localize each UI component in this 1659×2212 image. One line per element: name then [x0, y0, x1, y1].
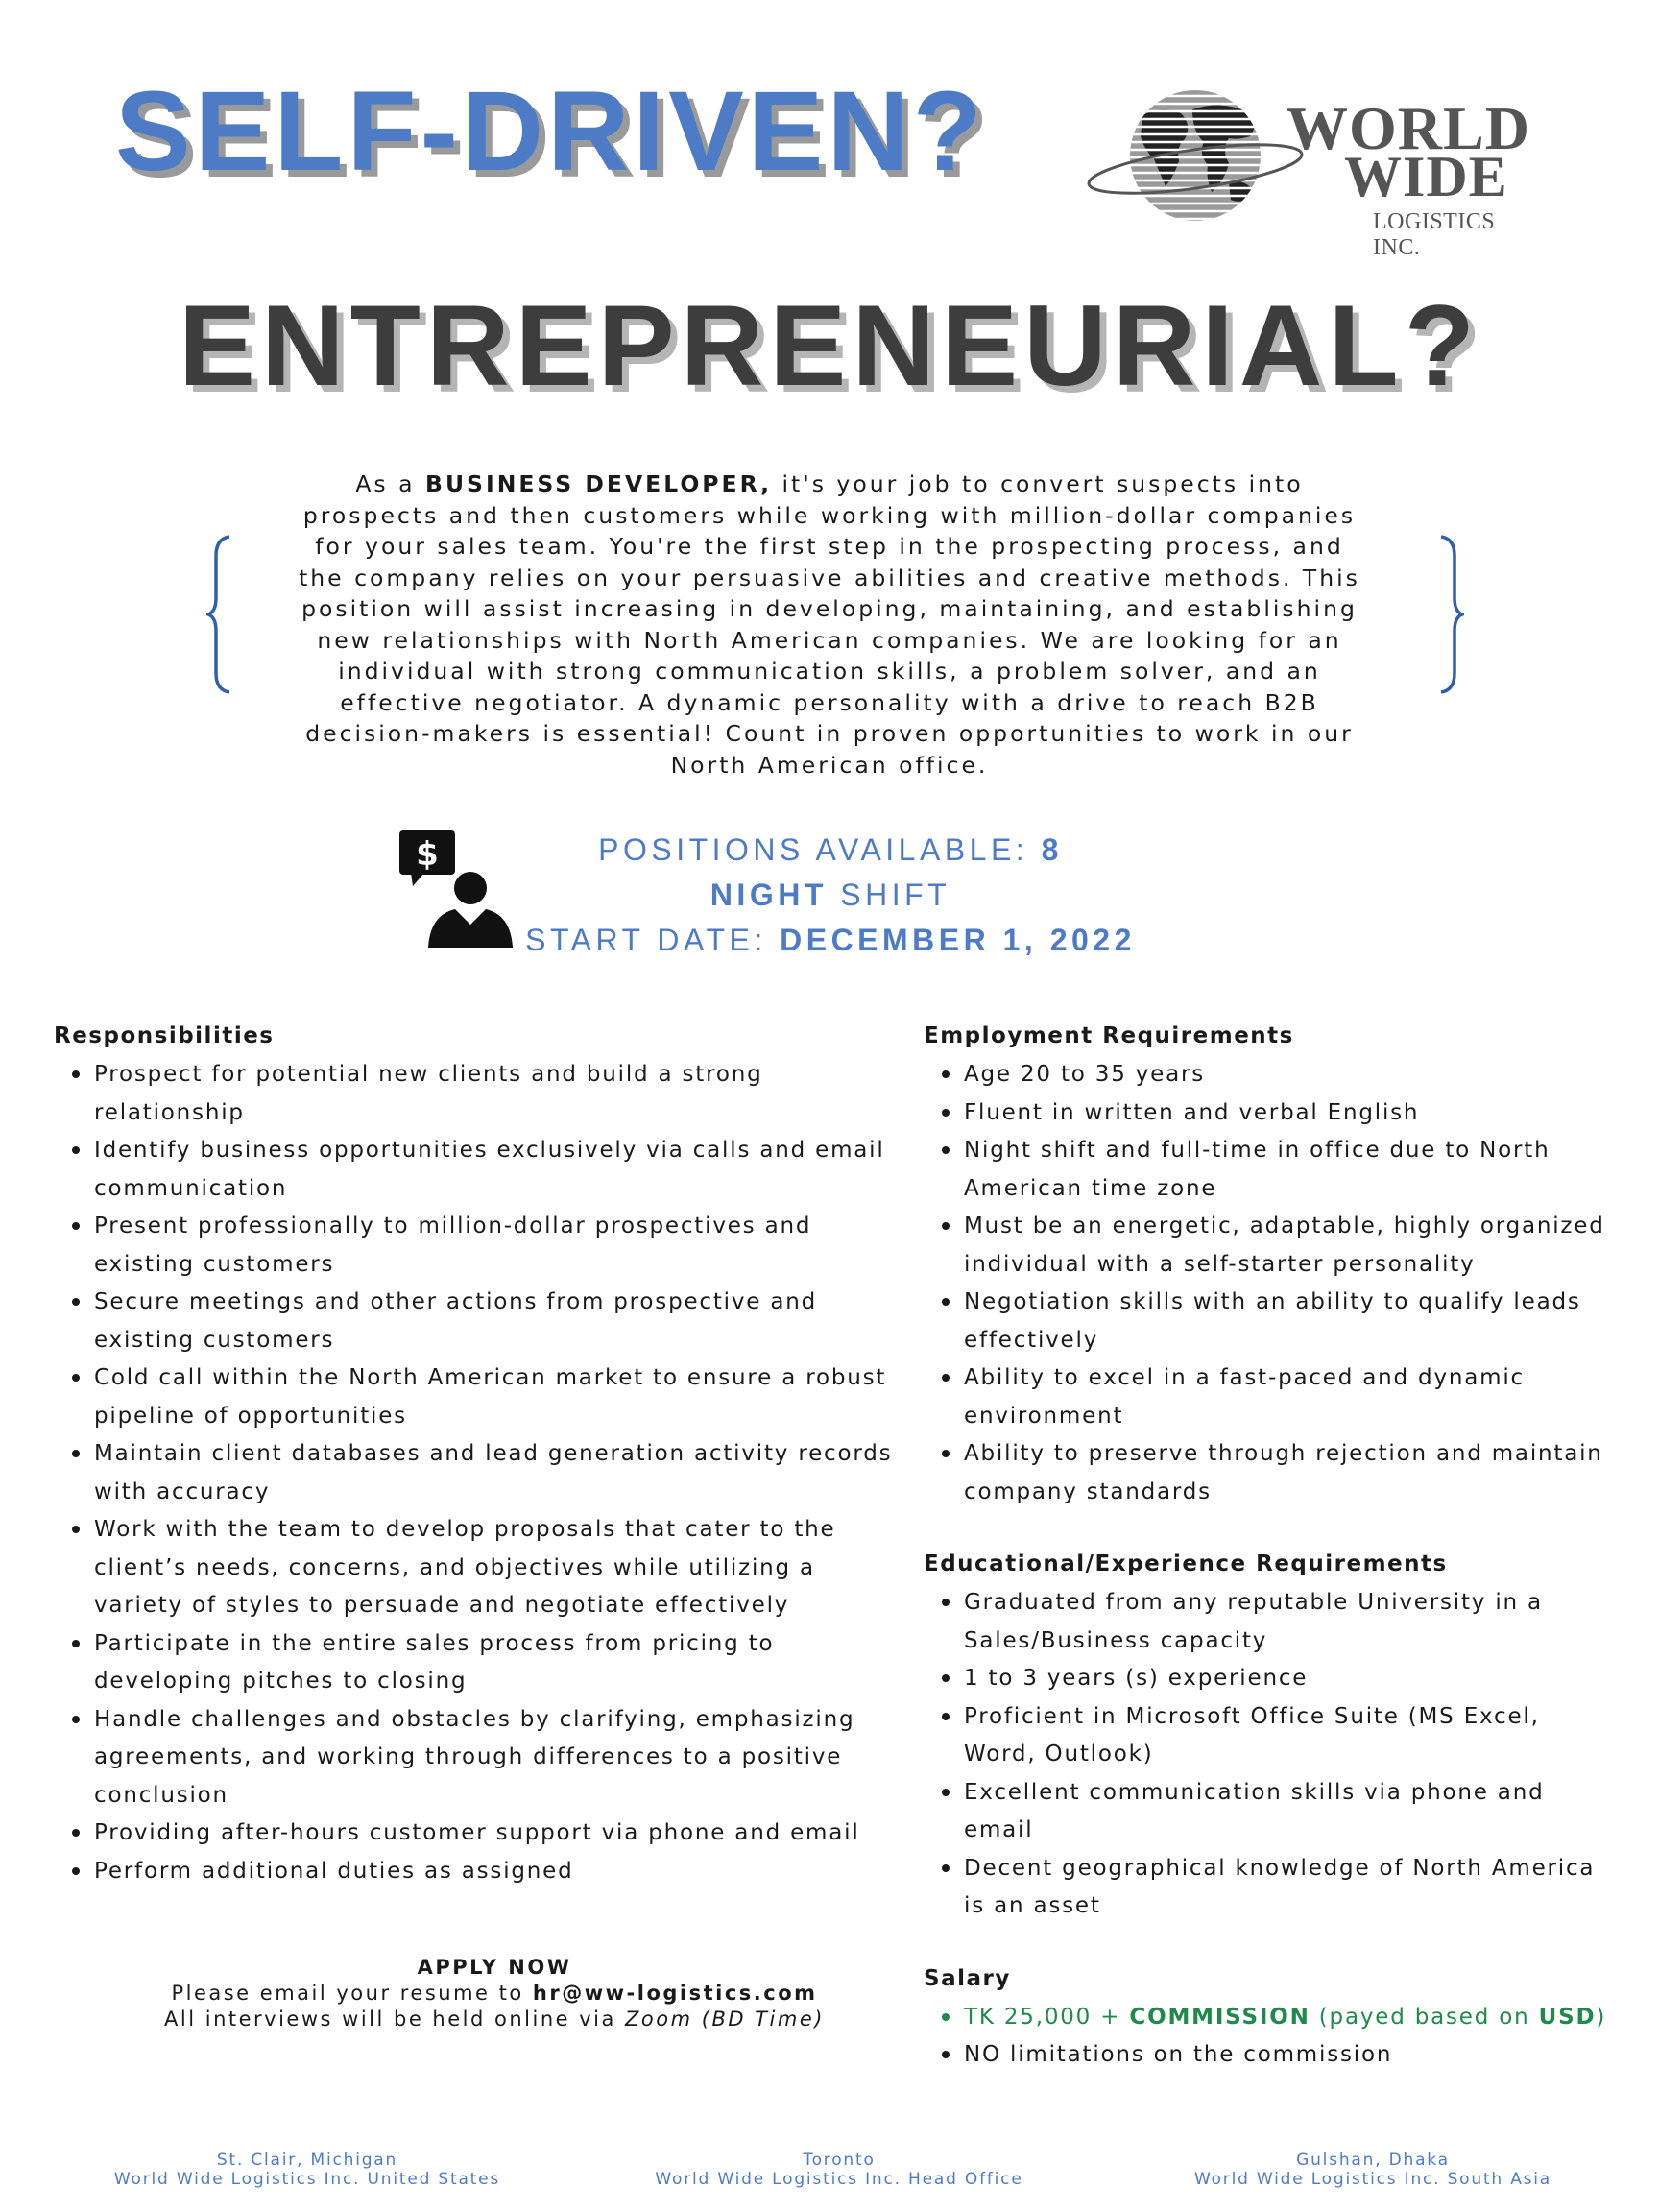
apply-email-link[interactable]: hr@ww-logistics.com: [532, 1982, 818, 2005]
start-date-value: DECEMBER 1, 2022: [780, 923, 1136, 957]
list-item: Night shift and full-time in office due to North American time zone: [924, 1132, 1615, 1208]
logo-subtitle: LOGISTICS INC.: [1373, 209, 1496, 260]
apply-interview-prefix: All interviews will be held online via: [164, 2008, 626, 2031]
positions-block: [518, 828, 1142, 963]
education-requirements-list: [924, 1584, 1615, 1926]
list-item: Participate in the entire sales process from pricing to developing pitches to closing: [54, 1625, 899, 1701]
positions-available-line: [518, 828, 1142, 873]
list-item: Handle challenges and obstacles by clarifying, emphasizing agreements, and working through differences to a positive conclusion: [54, 1701, 899, 1815]
shift-rest: SHIFT: [827, 878, 951, 912]
footer-office: World Wide Logistics Inc. United States: [113, 2170, 501, 2189]
salary-note-close: ): [1596, 2004, 1607, 2030]
employment-requirements-title: Employment Requirements: [924, 1023, 1294, 1048]
list-item: Excellent communication skills via phone and email: [924, 1774, 1615, 1850]
footer-office-head: [570, 2151, 1108, 2189]
list-item: Secure meetings and other actions from prospective and existing customers: [54, 1284, 899, 1359]
salary-currency: USD: [1538, 2004, 1597, 2030]
list-item: NO limitations on the commission: [924, 2036, 1615, 2075]
shift-bold: NIGHT: [709, 878, 828, 912]
salary-amount-item: [924, 1999, 1615, 2037]
education-requirements-title: Educational/Experience Requirements: [924, 1551, 1448, 1576]
intro-role: BUSINESS DEVELOPER,: [425, 470, 773, 497]
responsibilities-section: [54, 1020, 899, 1890]
svg-text:$: $: [416, 835, 439, 874]
footer-office-south-asia: [1104, 2151, 1642, 2189]
shift-line: [518, 873, 1142, 918]
list-item: Perform additional duties as assigned: [54, 1853, 899, 1891]
apply-email-prefix: Please email your resume to: [171, 1982, 533, 2005]
headline-entrepreneurial: ENTREPRENEURIAL?: [178, 281, 1481, 410]
list-item: Age 20 to 35 years: [924, 1056, 1615, 1094]
footer-city: St. Clair, Michigan: [216, 2151, 398, 2170]
dollar-speech-person-icon: [396, 829, 518, 951]
company-logo: [1085, 86, 1546, 260]
list-item: Cold call within the North American market to ensure a robust pipeline of opportunities: [54, 1359, 899, 1435]
list-item: Proficient in Microsoft Office Suite (MS Excel, Word, Outlook): [924, 1698, 1615, 1774]
employment-requirements-list: [924, 1056, 1615, 1511]
list-item: Work with the team to develop proposals that cater to the client’s needs, concerns, and objectives while utilizing a variety of styles to persuade and negotiate effectively: [54, 1511, 899, 1625]
apply-email-line: [125, 1981, 864, 2007]
salary-note-open: (payed based on: [1310, 2004, 1539, 2030]
intro-paragraph: [288, 469, 1371, 781]
start-date-label: START DATE:: [525, 923, 781, 957]
list-item: Graduated from any reputable University in a Sales/Business capacity: [924, 1584, 1615, 1660]
apply-title: APPLY NOW: [417, 1956, 572, 1979]
left-brace-icon: [206, 533, 235, 696]
logo-word-wide: WIDE: [1344, 145, 1508, 208]
list-item: Providing after-hours customer support via phone and email: [54, 1815, 899, 1853]
salary-list: [924, 1999, 1615, 2075]
salary-amount: TK 25,000 +: [964, 2004, 1130, 2030]
globe-icon: [1085, 86, 1306, 240]
apply-interview-line: [125, 2007, 864, 2032]
apply-interview-zoom: Zoom (BD Time): [625, 2008, 825, 2031]
list-item: Must be an energetic, adaptable, highly organized individual with a self-starter personality: [924, 1208, 1615, 1284]
list-item: Maintain client databases and lead generation activity records with accuracy: [54, 1435, 899, 1511]
start-date-line: [518, 918, 1142, 963]
list-item: Prospect for potential new clients and build a strong relationship: [54, 1056, 899, 1132]
list-item: 1 to 3 years (s) experience: [924, 1660, 1615, 1698]
responsibilities-title: Responsibilities: [54, 1023, 275, 1048]
responsibilities-list: [54, 1056, 899, 1890]
positions-value: 8: [1041, 832, 1063, 867]
list-item: Present professionally to million-dollar prospectives and existing customers: [54, 1208, 899, 1284]
requirements-section: [924, 1020, 1615, 2075]
salary-title: Salary: [924, 1965, 1011, 1991]
salary-commission: COMMISSION: [1129, 2004, 1310, 2030]
list-item: Negotiation skills with an ability to qualify leads effectively: [924, 1284, 1615, 1359]
footer-city: Toronto: [803, 2151, 876, 2170]
positions-label: POSITIONS AVAILABLE:: [598, 832, 1042, 867]
footer-office: World Wide Logistics Inc. South Asia: [1193, 2170, 1552, 2189]
footer-city: Gulshan, Dhaka: [1296, 2151, 1450, 2170]
footer-office: World Wide Logistics Inc. Head Office: [655, 2170, 1023, 2189]
intro-prefix: As a: [355, 470, 426, 497]
headline-self-driven: SELF-DRIVEN?: [115, 68, 986, 195]
list-item: Fluent in written and verbal English: [924, 1094, 1615, 1133]
apply-section: [125, 1955, 864, 2032]
list-item: Identify business opportunities exclusively via calls and email communication: [54, 1132, 899, 1208]
list-item: Ability to preserve through rejection and maintain company standards: [924, 1435, 1615, 1511]
intro-body: it's your job to convert suspects into prospects and then customers while working with million-dollar companies for your sales team. You're the first step in the prospecting process, and the company relies on your persuasive abilities and creative methods. This position will assist increasing in developing, maintaining, and establishing new relationships with North American companies. We are looking for an individual with strong communication skills, a problem solver, and an effective negotiator. A dynamic personality with a drive to reach B2B decision-makers is essential! Count in proven opportunities to work in our North American office.: [299, 470, 1360, 779]
list-item: Ability to excel in a fast-paced and dynamic environment: [924, 1359, 1615, 1435]
right-brace-icon: [1435, 533, 1464, 696]
logo-word-world: WORLD: [1286, 94, 1530, 162]
footer-office-us: [38, 2151, 576, 2189]
list-item: Decent geographical knowledge of North America is an asset: [924, 1850, 1615, 1926]
